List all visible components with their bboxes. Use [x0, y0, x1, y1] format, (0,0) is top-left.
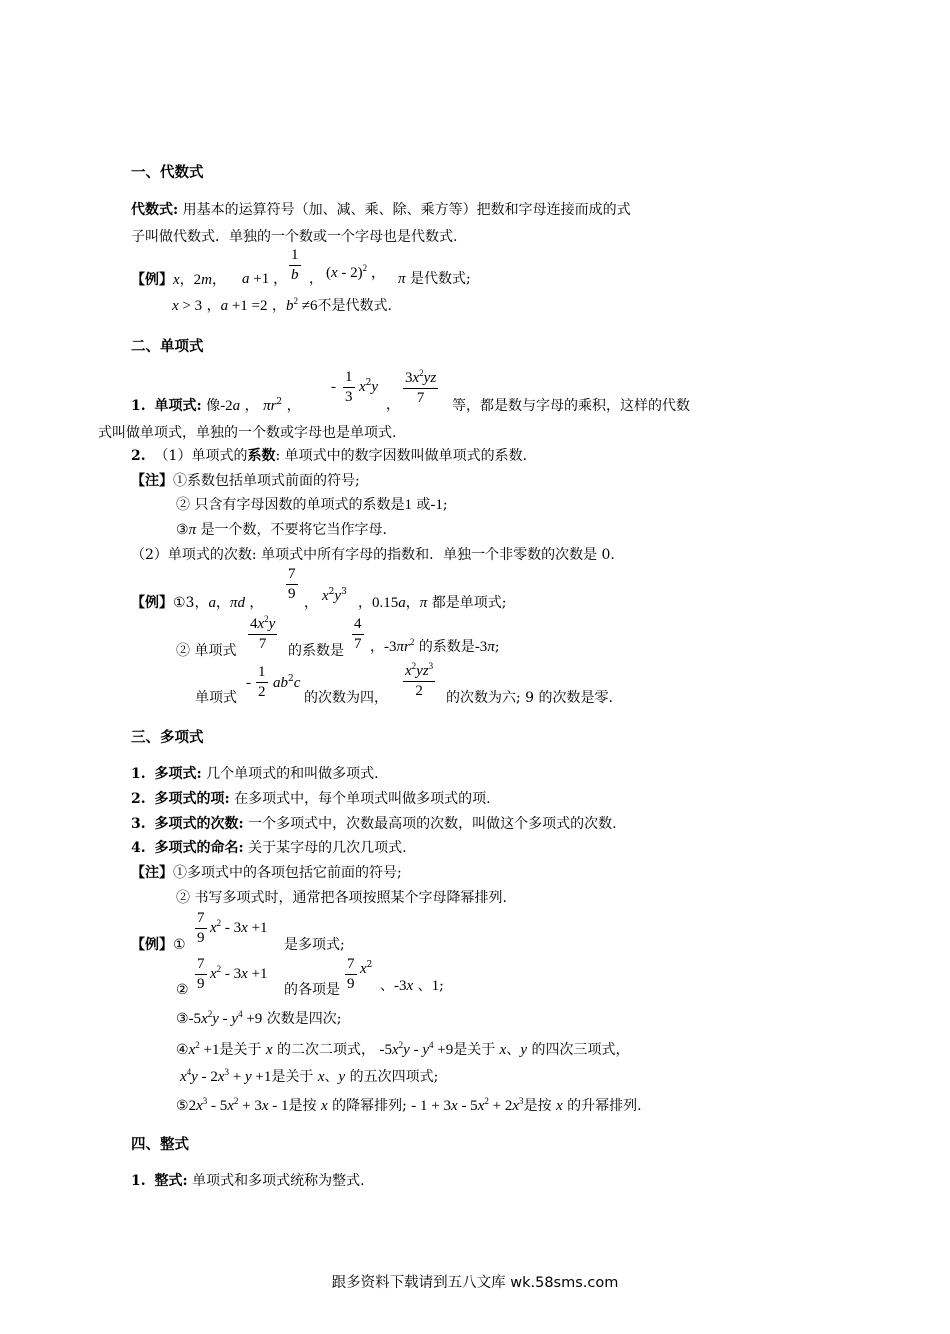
- polynomial-note-1: 【注】①多项式中的各项包括它前面的符号;: [131, 865, 402, 881]
- section-title-polynomial: 三、多项式: [131, 729, 204, 746]
- section-title-algebraic-expression: 一、代数式: [131, 164, 204, 181]
- example-line-2: x > 3 ，a +1 =2 ，$b^2 \ne 6$不是代数式.: [172, 296, 392, 314]
- polynomial-example-5: $⑤2x^3 - 5x^2 + 3x - 1$是按 x 的降幂排列; - $1 + 3x - 5x^2 + 2x^3$是按 x 的升幂排列.: [176, 1096, 642, 1114]
- frac-4x2y-over-7: $4x^2y$ 7: [250, 614, 276, 652]
- frac-1-over-b: 1 b: [291, 247, 299, 283]
- expr-x-minus-2-squared: (x - 2)$^2$ ，: [326, 263, 386, 281]
- example-line-1: 【例】x，2m，: [131, 272, 227, 288]
- section-title-monomial: 二、单项式: [131, 338, 204, 355]
- frac-7-over-9-d: 7 9: [347, 956, 355, 992]
- polynomial-item-1: 1. 多项式: 几个单项式的和叫做多项式.: [131, 766, 379, 782]
- definition-line: [131, 203, 631, 217]
- polynomial-example-1a: 【例】①: [131, 937, 186, 953]
- example-1-tail: π 是代数式;: [398, 271, 471, 287]
- frac-7-over-9-c: 7 9: [197, 956, 205, 992]
- example-label: 【例】: [131, 272, 173, 288]
- frac-7-over-9-b: 7 9: [197, 910, 205, 946]
- polynomial-example-2b: 、-3x 、1;: [380, 978, 444, 994]
- frac-1-over-3: 1 3: [345, 369, 353, 405]
- polynomial-example-4a: $④x^2 +1$是关于 x 的二次二项式， $-5x^2y - y^4 +9$是关于 x、y 的四次三项式，: [176, 1040, 630, 1058]
- frac-3x2yz-over-7: $3x^2yz$ 7: [405, 368, 437, 406]
- monomial-example-line-1: 【例】①3，a，πd ，: [131, 595, 264, 611]
- definition-text-cont: 子叫做代数式．单独的一个数或一个字母也是代数式.: [131, 229, 458, 245]
- polynomial-example-4b: $x^4y - 2x^3 + y +1$是关于 x、y 的五次四项式;: [180, 1067, 439, 1085]
- polynomial-example-2a: ②: [176, 982, 189, 998]
- frac-4-over-7: 4 7: [354, 616, 362, 652]
- monomial-def-cont: 式叫做单项式，单独的一个数或字母也是单项式.: [98, 425, 397, 441]
- monomial-example-line-2b: ，$-3\pi r^2$ 的系数是-3π;: [370, 637, 500, 655]
- monomial-def-line: 1. 单项式: 像-2a ， $\pi r^2$ ，: [131, 397, 301, 414]
- note-line-2: ② 只含有字母因数的单项式的系数是1 或-1;: [176, 497, 448, 513]
- degree-def-line: （2）单项式的次数: 单项式中所有字母的指数和．单独一个非零数的次数是 0.: [131, 547, 615, 563]
- frac-1-over-2: 1 2: [258, 664, 266, 700]
- polynomial-item-3: 3. 多项式的次数: 一个多项式中，次数最高项的次数，叫做这个多项式的次数.: [131, 816, 617, 832]
- coefficient-def-line: 2. （1）单项式的系数: 单项式中的数字因数叫做单项式的系数.: [131, 448, 528, 464]
- integral-expression-def: 1. 整式: 单项式和多项式统称为整式.: [131, 1173, 365, 1189]
- monomial-def-tail: 等，都是数与字母的乘积，这样的代数: [452, 398, 690, 414]
- section-title-integral-expression: 四、整式: [131, 1136, 189, 1153]
- note-label: 【注】: [131, 473, 173, 489]
- definition-term: 代数式:: [131, 202, 179, 218]
- polynomial-item-2: 2. 多项式的项: 在多项式中，每个单项式叫做多项式的项.: [131, 791, 491, 807]
- footer-download-link[interactable]: 跟多资料下载请到五八文库 wk.58sms.com: [331, 1275, 619, 1291]
- polynomial-item-4: 4. 多项式的命名: 关于某字母的几次几项式.: [131, 840, 407, 856]
- note-line-1: 【注】①系数包括单项式前面的符号;: [131, 473, 360, 489]
- frac-x2yz3-over-2: $x^2yz^3$ 2: [405, 661, 434, 699]
- document-page: 一、代数式 代数式: 用基本的运算符号（加、减、乘、除、乘方等）把数和字母连接而成的式 子叫做代数式．单独的一个数或一个字母也是代数式. 【例】x，2m， a +1 ， 1 b ， (x - 2)$^2$ ， π 是代数式; x > 3 ，a +1 =2 ，$b^2 \ne 6$不是代数式. 二、单项式 1. 单项式: 像-2a ， $\pi r^2$ ， - 1 3 $x^2y$ ， $3x^2yz$ 7 等，都是数与字母的乘积，这样的代数 式叫做单项式，单独的一个数或字母也是单项式. 2. （1）单项式的系数: 单项式中的数字因数叫做单项式的系数. 【注】①系数包括单项式前面的符号; ② 只含有字母因数的单项式的系数是1 或-1; ③π 是一个数，不要将它当作字母. （2）单项式的次数: 单项式中所有字母的指数和．单独一个非零数的次数是 0. 【例】①3，a，πd ， 7 9 ， $x^2y^3$ ，0.15a，π 都是单项式; ② 单项式 $4x^2y$ 7 的系数是 4 7 ，$-3\pi r^2$ 的系数是-3π; 单项式 - 1 2 $ab^2c$ 的次数为四， $x^2yz^3$ 2 的次数为六; 9 的次数是零. 三、多项式 1. 多项式: 几个单项式的和叫做多项式. 2. 多项式的项: 在多项式中，每个单项式叫做多项式的项. 3. 多项式的次数: 一个多项式中，次数最高项的次数，叫做这个多项式的次数. 4. 多项式的命名: 关于某字母的几次几项式. 【注】①多项式中的各项包括它前面的符号; ② 书写多项式时，通常把各项按照某个字母降幂排列. 【例】① 7 9 $x^2 - 3x +1$ 是多项式; ② 7 9 $x^2 - 3x +1$ 的各项是 7 9 $x^2$ 、-3x 、1; $③-5x^2y - y^4 +9$ 次数是四次; $④x^2 +1$是关于 x 的二次二项式， $-5x^2y - y^4 +9$是关于 x、y 的四次三项式， $x^4y - 2x^3 + y +1$是关于 x、y 的五次四项式; $⑤2x^3 - 5x^2 + 3x - 1$是按 x 的降幂排列; - $1 + 3x - 5x^2 + 2x^3$是按 x 的升幂排列. 四、整式 1. 整式: 单项式和多项式统称为整式. 跟多资料下载请到五八文库 wk.58sms.com: [0, 0, 950, 1334]
- expr-a-plus-1: a +1 ，: [242, 271, 288, 287]
- frac-7-over-9: 7 9: [288, 566, 296, 602]
- note-line-3: ③π 是一个数，不要将它当作字母.: [176, 522, 387, 538]
- definition-text: 用基本的运算符号（加、减、乘、除、乘方等）把数和字母连接而成的式: [182, 202, 631, 218]
- polynomial-note-2: ② 书写多项式时，通常把各项按照某个字母降幂排列.: [176, 890, 507, 906]
- polynomial-example-3: $③-5x^2y - y^4 +9$ 次数是四次;: [176, 1009, 342, 1027]
- monomial-term: 单项式:: [154, 398, 202, 414]
- monomial-example-line-3a: 单项式: [195, 690, 237, 706]
- monomial-example-line-2a: ② 单项式: [176, 643, 237, 659]
